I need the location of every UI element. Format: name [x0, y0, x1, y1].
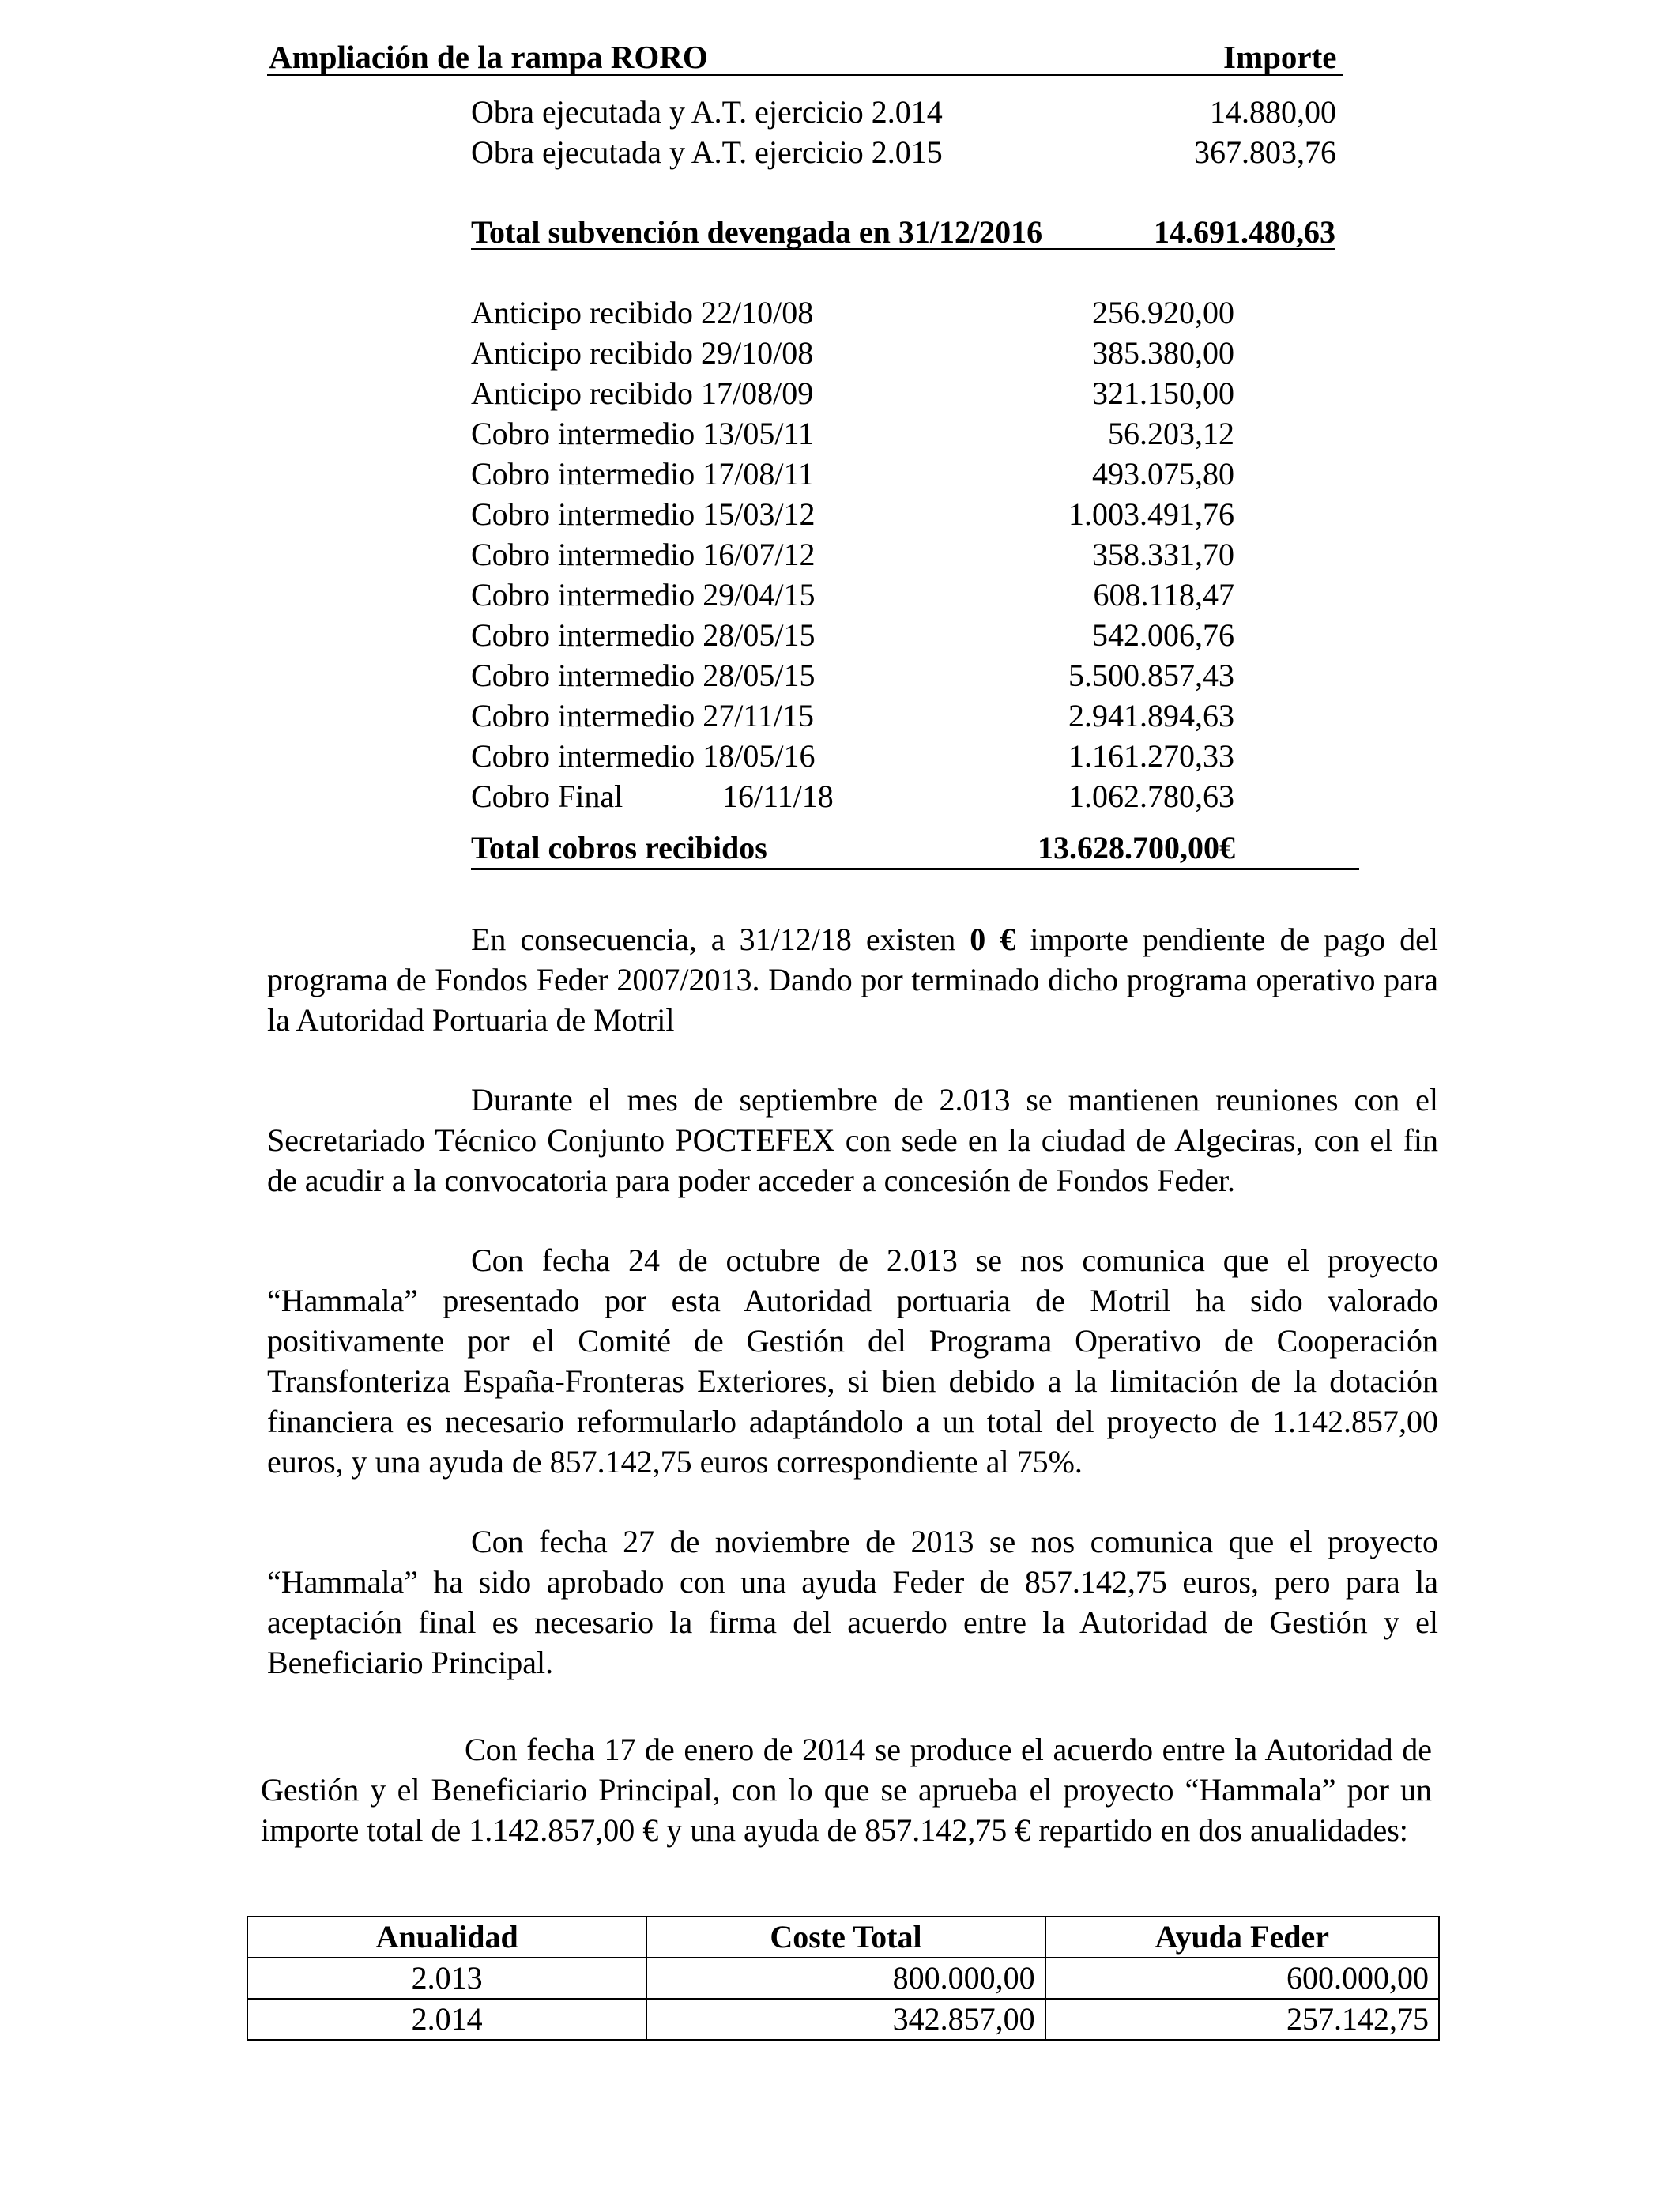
cobro-amount: 56.203,12: [1108, 416, 1234, 451]
cobro-final-date: 16/11/18: [722, 778, 834, 814]
pending-amount: 0 €: [970, 922, 1016, 957]
paragraph-octubre: [267, 1240, 1438, 1482]
total-cobros-rule: [471, 868, 1359, 870]
paragraph-text: Durante el mes de septiembre de 2.013 se mantienen reuniones con el Secretariado Técnico Conjunto POCTEFEX con sede en la ciudad de Algeciras, con el fin de acudir a la convocatoria para poder acceder a concesión de Fondos Feder.: [267, 1082, 1438, 1198]
cobro-amount: 493.075,80: [1092, 456, 1234, 492]
column-header: Anualidad: [247, 1917, 646, 1958]
total-subvencion-underline: [471, 248, 1335, 250]
paragraph-enero: [261, 1729, 1432, 1850]
cobro-label: Cobro intermedio 17/08/11: [471, 456, 815, 492]
table-cell: 2.014: [247, 1999, 646, 2040]
cobro-amount: 1.003.491,76: [1068, 496, 1234, 532]
table-row: [247, 1958, 1439, 1999]
cobro-label: Anticipo recibido 22/10/08: [471, 295, 814, 330]
table-cell: 342.857,00: [646, 1999, 1045, 2040]
amount-column-header: Importe: [1223, 39, 1337, 75]
table-header-row: [247, 1917, 1439, 1958]
obra-label: Obra ejecutada y A.T. ejercicio 2.014: [471, 94, 943, 130]
paragraph-text: importe pendiente de pago del programa de Fondos Feder 2007/2013. Dando por terminado dicho programa operativo para la Autoridad Portuaria de Motril: [267, 922, 1438, 1038]
cobro-amount: 385.380,00: [1092, 335, 1234, 371]
cobro-label: Cobro intermedio 18/05/16: [471, 738, 816, 774]
cobro-amount: 1.161.270,33: [1068, 738, 1234, 774]
cobro-label: Cobro intermedio 29/04/15: [471, 577, 816, 613]
table-row: [247, 1999, 1439, 2040]
table-cell: 800.000,00: [646, 1958, 1045, 1999]
section-title: Ampliación de la rampa RORO: [269, 39, 708, 75]
cobro-final-label: Cobro Final: [471, 778, 623, 814]
obra-amount: 367.803,76: [1194, 134, 1336, 170]
paragraph-text: Con fecha 27 de noviembre de 2013 se nos comunica que el proyecto “Hammala” ha sido aprobado con una ayuda Feder de 857.142,75 euros, pero para la aceptación final es necesario la firma del acuerdo entre la Autoridad de Gestión y el Beneficiario Principal.: [267, 1524, 1438, 1680]
total-subvencion-label: Total subvención devengada en 31/12/2016: [471, 214, 1043, 250]
paragraph-text: En consecuencia, a 31/12/18 existen: [471, 922, 970, 957]
cobro-label: Anticipo recibido 17/08/09: [471, 375, 814, 411]
cobro-label: Cobro intermedio 27/11/15: [471, 698, 815, 733]
header-underline: [267, 74, 1343, 76]
cobro-amount: 542.006,76: [1092, 617, 1234, 653]
cobro-amount: 5.500.857,43: [1068, 658, 1234, 693]
paragraph-noviembre: [267, 1521, 1438, 1683]
paragraph-text: Con fecha 24 de octubre de 2.013 se nos comunica que el proyecto “Hammala” presentado por esta Autoridad portuaria de Motril ha sido valorado positivamente por el Comité de Gestión del Programa Operativo de Cooperación Transfonteriza España-Fronteras Exteriores, si bien debido a la limitación de la dotación financiera es necesario reformularlo adaptándolo a un total del proyecto de 1.142.857,00 euros, y una ayuda de 857.142,75 euros correspondiente al 75%.: [267, 1242, 1438, 1480]
obra-amount: 14.880,00: [1210, 94, 1336, 130]
column-header: Ayuda Feder: [1045, 1917, 1439, 1958]
paragraph-text: Con fecha 17 de enero de 2014 se produce el acuerdo entre la Autoridad de Gestión y el Beneficiario Principal, con lo que se aprueba el proyecto “Hammala” por un importe total de 1.142.857,00 € y una ayuda de 857.142,75 € repartido en dos anualidades:: [261, 1732, 1432, 1848]
total-cobros-label: Total cobros recibidos: [471, 830, 767, 865]
paragraph-septiembre: [267, 1080, 1438, 1201]
cobro-label: Cobro intermedio 15/03/12: [471, 496, 816, 532]
cobro-amount: 321.150,00: [1092, 375, 1234, 411]
cobro-label: Cobro intermedio 13/05/11: [471, 416, 815, 451]
cobro-label: Cobro intermedio 16/07/12: [471, 537, 816, 572]
table-cell: 2.013: [247, 1958, 646, 1999]
table-cell: 257.142,75: [1045, 1999, 1439, 2040]
cobro-label: Cobro intermedio 28/05/15: [471, 617, 816, 653]
table-cell: 600.000,00: [1045, 1958, 1439, 1999]
obra-label: Obra ejecutada y A.T. ejercicio 2.015: [471, 134, 943, 170]
cobro-label: Cobro intermedio 28/05/15: [471, 658, 816, 693]
paragraph-consecuencia: [267, 919, 1438, 1040]
total-cobros-amount: 13.628.700,00€: [1038, 830, 1235, 865]
cobro-label: Anticipo recibido 29/10/08: [471, 335, 814, 371]
total-subvencion-amount: 14.691.480,63: [1154, 214, 1335, 250]
cobro-amount: 2.941.894,63: [1068, 698, 1234, 733]
anualidades-table: [247, 1916, 1440, 2041]
cobro-amount: 256.920,00: [1092, 295, 1234, 330]
cobro-amount: 608.118,47: [1093, 577, 1234, 613]
cobro-final-amount: 1.062.780,63: [1068, 778, 1234, 814]
cobro-amount: 358.331,70: [1092, 537, 1234, 572]
column-header: Coste Total: [646, 1917, 1045, 1958]
